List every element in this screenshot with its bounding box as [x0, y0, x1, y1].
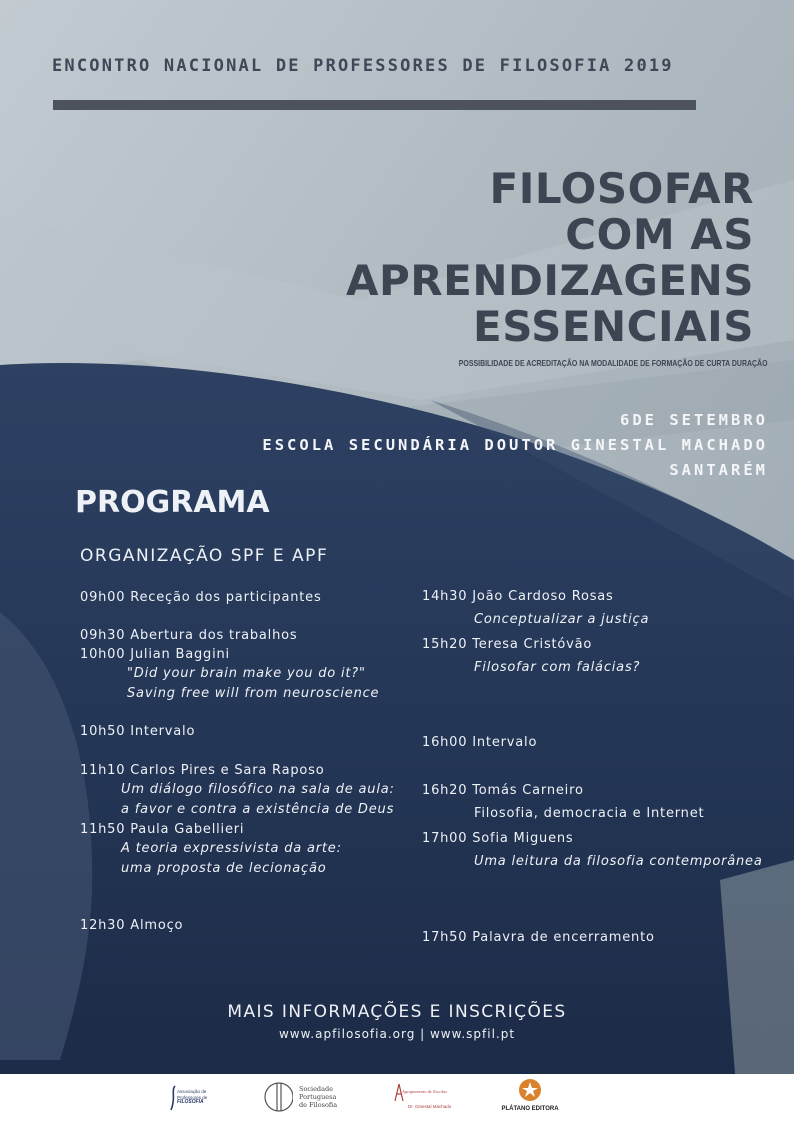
- talk-title: a favor e contra a existência de Deus: [121, 801, 395, 817]
- school-logo-line: Dr. Ginestal Machado: [408, 1104, 452, 1109]
- schedule-time-title: 11h10 Carlos Pires e Sara Raposo: [80, 763, 325, 778]
- talk-title: Conceptualizar a justiça: [474, 612, 650, 627]
- venue-info: [262, 408, 768, 483]
- spf-emblem-icon: [263, 1079, 293, 1115]
- talk-title: Filosofia, democracia e Internet: [474, 806, 705, 821]
- spf-logo-line: Portuguesa: [299, 1093, 337, 1101]
- venue-school: ESCOLA SECUNDÁRIA DOUTOR GINESTAL MACHADO: [262, 436, 768, 454]
- talk-title: Um diálogo filosófico na sala de aula:: [121, 782, 395, 797]
- schedule-time-title: 09h00 Receção dos participantes: [80, 590, 322, 605]
- title-divider: [53, 100, 696, 110]
- schedule-time-title: 15h20 Teresa Cristóvão: [422, 637, 593, 652]
- title-line: ESSENCIAIS: [473, 302, 754, 351]
- school-logo-line: Agrupamento de Escolas: [402, 1089, 447, 1094]
- schedule-item: [422, 587, 649, 630]
- spf-logo-line: de Filosofia: [299, 1101, 338, 1109]
- schedule-item: [80, 588, 322, 607]
- event-name: ENCONTRO NACIONAL DE PROFESSORES DE FILOSOFIA 2019: [52, 56, 674, 76]
- apf-logo-line: Associação de: [177, 1089, 207, 1094]
- schedule-item: [422, 829, 763, 872]
- schedule-item: [80, 645, 379, 703]
- talk-title: "Did your brain make you do it?": [127, 666, 366, 681]
- schedule-time-title: 16h20 Tomás Carneiro: [422, 783, 584, 798]
- talk-title: Filosofar com falácias?: [474, 660, 641, 675]
- apf-logo-line: Professores de: [177, 1094, 208, 1100]
- title-line: APRENDIZAGENS: [346, 256, 754, 305]
- schedule-item: [422, 635, 640, 678]
- talk-title: uma proposta de lecionação: [121, 860, 327, 876]
- schedule-time-title: 17h00 Sofia Miguens: [422, 831, 574, 846]
- schedule-item: [422, 781, 704, 824]
- website-links[interactable]: www.apfilosofia.org | www.spfil.pt: [278, 1027, 516, 1041]
- apf-logo-line: FILOSOFIA: [177, 1099, 204, 1105]
- venue-city: SANTARÉM: [669, 461, 768, 479]
- schedule-time-title: 16h00 Intervalo: [422, 735, 538, 750]
- platano-logo-text: PLÁTANO EDITORA: [501, 1106, 559, 1112]
- schedule-item: [80, 626, 297, 645]
- title-line: COM AS: [565, 210, 754, 259]
- talk-title: A teoria expressivista da arte:: [121, 841, 342, 856]
- schedule-time-title: 11h50 Paula Gabellieri: [80, 822, 245, 837]
- event-date: 6DE SETEMBRO: [620, 411, 768, 429]
- schedule-item: [422, 733, 537, 752]
- schedule-item: [80, 722, 195, 741]
- more-info-heading: MAIS INFORMAÇÕES E INSCRIÇÕES: [227, 1002, 567, 1022]
- schedule-time-title: 12h30 Almoço: [80, 918, 184, 933]
- platano-logo: [495, 1078, 565, 1120]
- leaf-icon: [518, 1078, 542, 1102]
- schedule-time-title: 17h50 Palavra de encerramento: [422, 930, 655, 945]
- schedule-time-title: 10h50 Intervalo: [80, 724, 196, 739]
- spf-logo-line: Sociedade: [299, 1085, 333, 1093]
- title-line: FILOSOFAR: [489, 164, 754, 213]
- spf-logo: [263, 1079, 343, 1117]
- school-logo: [392, 1082, 472, 1116]
- schedule-item: [422, 928, 655, 947]
- schedule-time-title: 09h30 Abertura dos trabalhos: [80, 628, 298, 643]
- talk-title: Saving free will from neuroscience: [127, 685, 380, 701]
- schedule-time-title: 10h00 Julian Baggini: [80, 647, 230, 662]
- sponsor-logos: [0, 1074, 794, 1123]
- organization-label: ORGANIZAÇÃO SPF E APF: [80, 546, 329, 566]
- talk-title: Uma leitura da filosofia contemporânea: [474, 854, 763, 869]
- accreditation-note: POSSIBILIDADE DE ACREDITAÇÃO NA MODALIDADE DE FORMAÇÃO DE CURTA DURAÇÃO: [459, 358, 768, 368]
- schedule-time-title: 14h30 João Cardoso Rosas: [422, 589, 614, 604]
- main-title: [294, 166, 754, 350]
- schedule-item: [80, 916, 183, 935]
- schedule-item: [80, 761, 395, 819]
- program-heading: PROGRAMA: [75, 485, 270, 520]
- schedule-item: [80, 820, 342, 878]
